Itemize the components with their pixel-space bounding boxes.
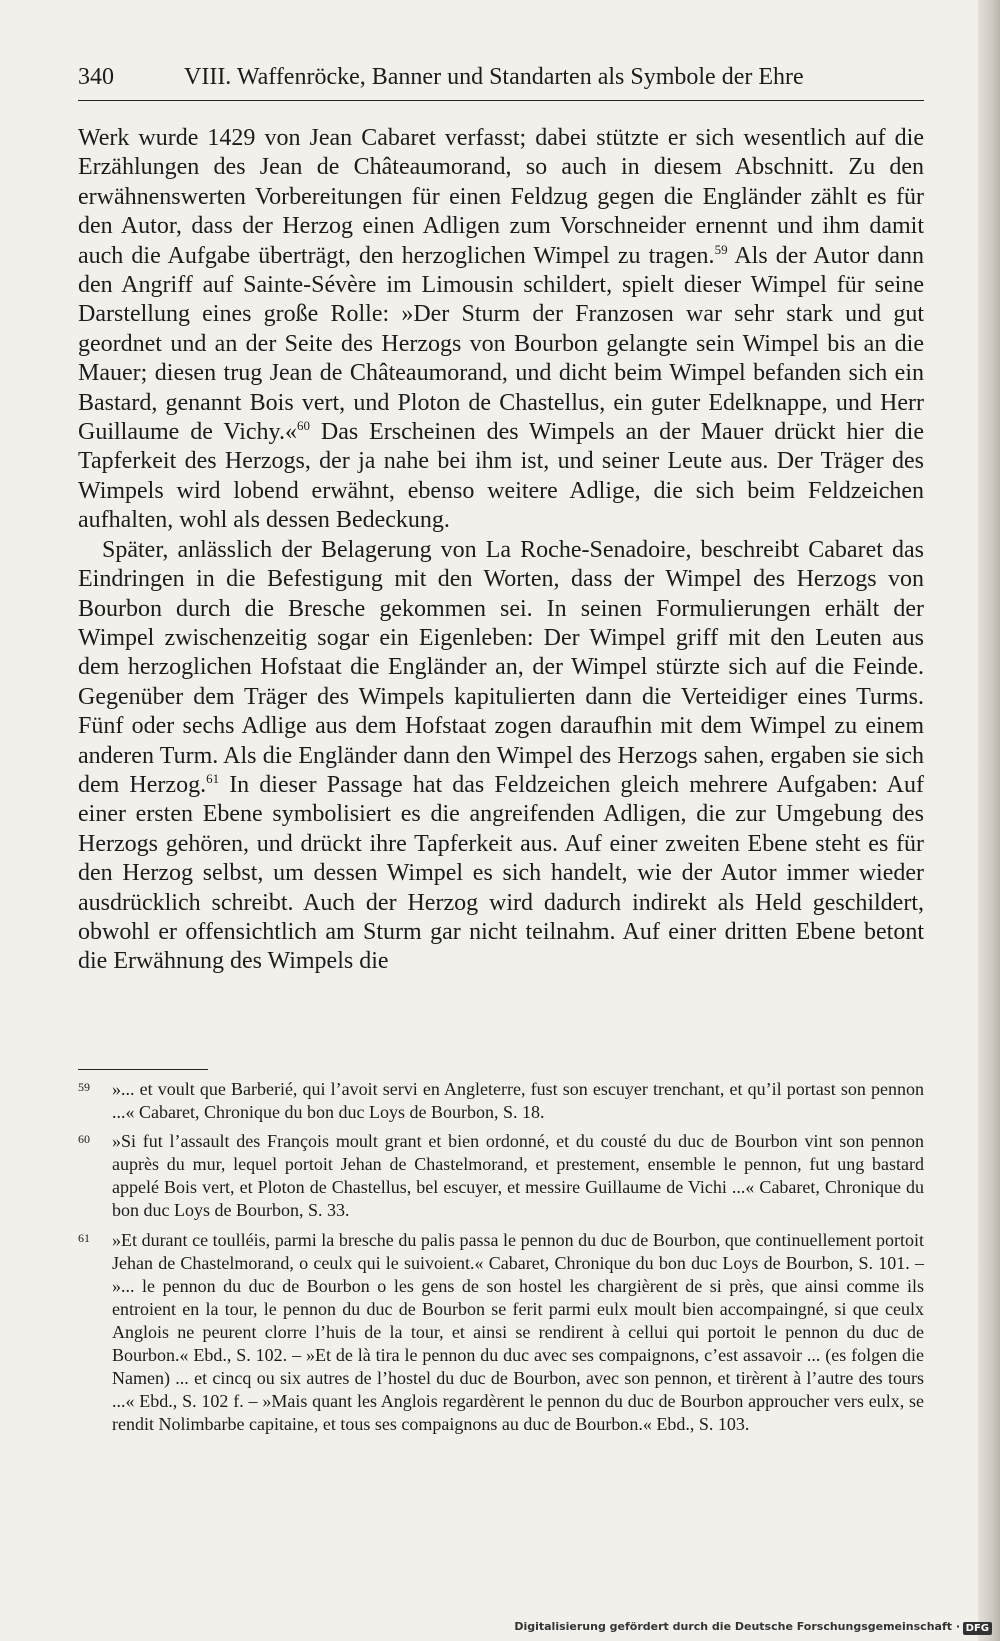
footnote-ref-59[interactable]: 59 xyxy=(714,241,728,257)
paragraph-text: In dieser Passage hat das Feldzeichen gleich mehrere Aufgaben: Auf einer ersten Ebene symbolisiert es die angreifenden Adligen, die zur Umgebung des Herzogs gehören, und drückt ihre Tapferkeit aus. Auf einer zweiten Ebene steht es für den Herzog selbst, um dessen Wimpel es sich handelt, wie der Autor immer wieder ausdrücklich schreibt. Auch der Herzog wird dadurch indirekt als Held geschildert, obwohl er offensichtlich am Sturm gar nicht teilnahm. Auf einer dritten Ebene betont die Erwähnung des Wimpels die xyxy=(78,771,925,975)
footnotes xyxy=(78,1078,924,1442)
paragraph-1 xyxy=(78,124,924,536)
footnote-59 xyxy=(78,1078,924,1124)
dfg-logo: DFG xyxy=(963,1622,992,1635)
page-edge xyxy=(978,0,1000,1641)
paragraph-text: Später, anlässlich der Belagerung von La Roche-Senadoire, beschreibt Cabaret das Eindringen in die Befestigung mit den Worten, dass der Wimpel des Herzogs von Bourbon durch die Bresche gekommen sei. In seinen Formulierungen erhält der Wimpel zwischenzeitig sogar ein Eigenleben: Der Wimpel griff mit den Leuten aus dem herzoglichen Hofstaat die Engländer an, der Wimpel stürzte sich auf die Feinde. Gegenüber dem Träger des Wimpels kapitulierten dann die Verteidiger eines Turms. Fünf oder sechs Adlige aus dem Hofstaat zogen daraufhin mit dem Wimpel zu einem anderen Turm. Als die Engländer dann den Wimpel des Herzogs sahen, ergaben sie sich dem Herzog. xyxy=(78,536,924,798)
paragraph-text: Als der Autor dann den Angriff auf Sainte-Sévère im Limousin schildert, spielt dieser Wimpel für seine Darstellung eines große Rolle: »Der Sturm der Franzosen war sehr stark und gut geordnet und an der Seite des Herzogs von Bourbon gelangte sein Wimpel bis an die Mauer; diesen trug Jean de Châteaumorand, und dicht beim Wimpel befanden sich ein Bastard, genannt Bois vert, und Ploton de Chastellus, ein guter Edelknappe, und Herr Guillaume de Vichy.« xyxy=(78,242,924,446)
footnote-61 xyxy=(78,1229,924,1437)
footnote-text: »Et durant ce toulléis, parmi la bresche du palis passa le pennon du duc de Bourbon, que continuellement portoit Jehan de Chastelmorand, o ceulx qui le suivoient.« Cabaret, Chronique du bon duc Loys de Bourbon, S. 101. – »... le pennon du duc de Bourbon o les gens de son hostel les chargièrent de si près, que ainsi comme ils entroient en la tour, le pennon du duc de Bourbon se ferit parmi eulx moult bien accompaingné, si que ceulx Anglois ne peurent clorre l’huis de la tour, et ainsi se rendirent à cellui qui portoit le pennon du duc de Bourbon.« Ebd., S. 102. – »Et de là tira le pennon du duc avec ses compaignons, c’est assavoir ... (es folgen die Namen) ... et cincq ou six autres de l’hostel du duc de Bourbon, avec son pennon, et tirèrent à l’autre des tours ...« Ebd., S. 102 f. – »Mais quant les Anglois regardèrent le pennon du duc de Bourbon approucher vers eulx, se rendit Nolimbarbe capitaine, et tous ses compaignons au duc de Bourbon.« Ebd., S. 103. xyxy=(112,1229,924,1435)
footnote-number: 61 xyxy=(78,1230,90,1245)
running-head-title: VIII. Waffenröcke, Banner und Standarten als Symbole der Ehre xyxy=(184,64,804,90)
footnote-separator xyxy=(78,1069,208,1070)
running-header xyxy=(78,62,924,101)
digitization-credit: Digitalisierung gefördert durch die Deutsche Forschungsgemeinschaft · xyxy=(514,1620,960,1633)
footnote-number: 59 xyxy=(78,1080,90,1094)
paragraph-text: Das Erscheinen des Wimpels an der Mauer drückt hier die Tapferkeit des Herzogs, der ja nahe bei ihm ist, und seiner Leute aus. Der Träger des Wimpels wird lobend erwähnt, ebenso weitere Adlige, die sich beim Feldzeichen aufhalten, wohl als dessen Bedeckung. xyxy=(78,419,924,534)
page-number: 340 xyxy=(78,64,114,90)
footnote-text: »... et voult que Barberié, qui l’avoit servi en Angleterre, fust son escuyer trenchant, et qu’il portast son pennon ...« Cabaret, Chronique du bon duc Loys de Bourbon, S. 18. xyxy=(112,1079,924,1123)
footnote-ref-61[interactable]: 61 xyxy=(206,770,220,786)
footnote-60 xyxy=(78,1130,924,1222)
paragraph-text: Werk wurde 1429 von Jean Cabaret verfasst; dabei stützte er sich wesentlich auf die Erzählungen des Jean de Châteaumorand, so auch in diesem Abschnitt. Zu den erwähnenswerten Vorbereitungen für einen Feldzug gegen die Engländer zählt es für den Autor, dass der Herzog einen Adligen zum Vorschneider ernennt und ihm damit auch die Aufgabe überträgt, den herzoglichen Wimpel zu tragen. xyxy=(78,125,924,269)
paragraph-2 xyxy=(78,536,924,977)
footnote-number: 60 xyxy=(78,1132,90,1147)
footnote-ref-60[interactable]: 60 xyxy=(296,418,310,434)
footnote-text: »Si fut l’assault des François moult grant et bien ordonné, et du cousté du duc de Bourbon vint son pennon auprès du mur, lequel portoit Jehan de Chastelmorand, et prestement, ensemble le pennon, fut ung bastard appelé Bois vert, et Ploton de Chastellus, bel escuyer, et messire Guillaume de Vichi ...« Cabaret, Chronique du bon duc Loys de Bourbon, S. 33. xyxy=(112,1131,924,1221)
main-text xyxy=(78,124,924,977)
